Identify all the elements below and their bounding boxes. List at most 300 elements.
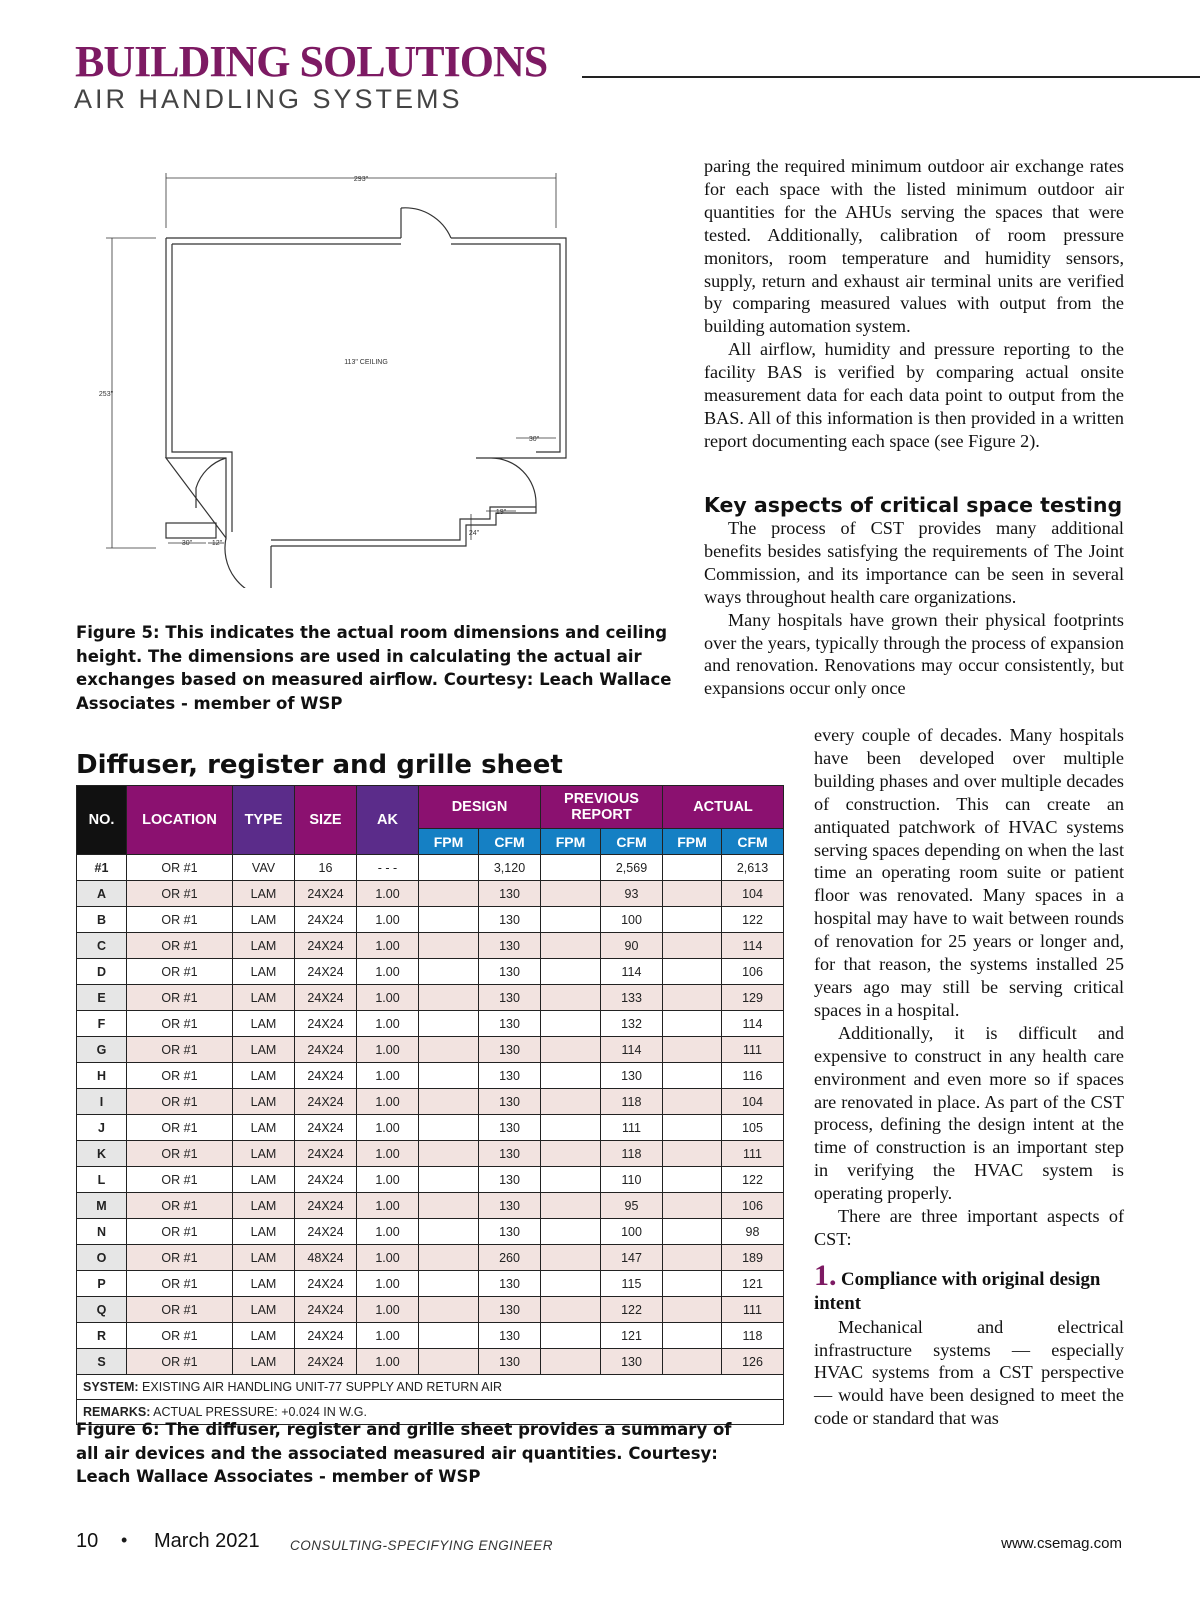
cell-design-fpm [419, 1349, 479, 1375]
cell-size: 24X24 [295, 1219, 357, 1245]
cell-prev-fpm [541, 1245, 601, 1271]
table-row [77, 1089, 784, 1115]
cell-type: LAM [233, 1063, 295, 1089]
cell-design-cfm: 3,120 [479, 855, 541, 881]
cell-prev-cfm: 93 [601, 881, 663, 907]
cell-actual-cfm: 104 [722, 881, 784, 907]
dim-24-label: 24" [468, 530, 480, 537]
table-row [77, 933, 784, 959]
cell-no: K [77, 1141, 127, 1167]
cell-prev-fpm [541, 1297, 601, 1323]
table-row [77, 855, 784, 881]
cell-prev-cfm: 100 [601, 1219, 663, 1245]
cell-prev-cfm: 110 [601, 1167, 663, 1193]
cell-ak: 1.00 [357, 1245, 419, 1271]
cell-no: B [77, 907, 127, 933]
col-header-ak: AK [357, 786, 419, 855]
cell-prev-cfm: 133 [601, 985, 663, 1011]
room-wall-outline [166, 238, 566, 546]
cell-actual-cfm: 106 [722, 959, 784, 985]
cell-no: D [77, 959, 127, 985]
cell-design-cfm: 130 [479, 907, 541, 933]
paragraph: Mechanical and electrical infrastructure systems — especially HVAC systems from a CST perspective — would have been designed to meet the code or standard that was [814, 1316, 1124, 1429]
cell-location: OR #1 [127, 907, 233, 933]
col-header-actual: ACTUAL [663, 786, 784, 829]
cell-size: 24X24 [295, 1323, 357, 1349]
cell-design-cfm: 260 [479, 1245, 541, 1271]
cell-actual-fpm [663, 1115, 722, 1141]
cell-actual-fpm [663, 1349, 722, 1375]
cell-location: OR #1 [127, 1349, 233, 1375]
article-column-middle [704, 517, 1124, 700]
cell-design-cfm: 130 [479, 1219, 541, 1245]
section-heading: Key aspects of critical space testing [704, 493, 1123, 517]
dim-30-right-label: 30" [528, 436, 540, 443]
cell-actual-cfm: 122 [722, 1167, 784, 1193]
cell-prev-fpm [541, 1193, 601, 1219]
dim-30-left-label: 30" [181, 540, 193, 547]
cell-ak: 1.00 [357, 907, 419, 933]
cell-size: 24X24 [295, 1167, 357, 1193]
col-header-design-fpm: FPM [419, 829, 479, 855]
door-bottom [225, 538, 271, 588]
cell-actual-fpm [663, 1011, 722, 1037]
cell-location: OR #1 [127, 1193, 233, 1219]
paragraph: paring the required minimum outdoor air exchange rates for each space with the listed minimum outdoor air quantities for the AHUs serving the spaces that were tested. Additionally, calibration of room pressure monitors, room temperature and humidity sensors, supply, return and exhaust air terminal units are verified by comparing measured values with output from the building automation system. [704, 156, 1124, 337]
cell-size: 24X24 [295, 1011, 357, 1037]
cell-design-fpm [419, 1089, 479, 1115]
cell-type: LAM [233, 1167, 295, 1193]
cell-location: OR #1 [127, 1115, 233, 1141]
cell-ak: 1.00 [357, 1271, 419, 1297]
cell-design-cfm: 130 [479, 1141, 541, 1167]
cell-design-fpm [419, 959, 479, 985]
cell-actual-fpm [663, 1297, 722, 1323]
cell-actual-fpm [663, 1193, 722, 1219]
cell-ak: 1.00 [357, 1167, 419, 1193]
cell-no: I [77, 1089, 127, 1115]
cell-actual-cfm: 118 [722, 1323, 784, 1349]
cell-actual-fpm [663, 1063, 722, 1089]
cell-design-cfm: 130 [479, 1323, 541, 1349]
cell-prev-fpm [541, 1011, 601, 1037]
cell-prev-fpm [541, 1167, 601, 1193]
cell-actual-fpm [663, 1167, 722, 1193]
cell-type: LAM [233, 1219, 295, 1245]
cell-location: OR #1 [127, 1011, 233, 1037]
cell-ak: 1.00 [357, 1063, 419, 1089]
figure-5-caption: Figure 5: This indicates the actual room dimensions and ceiling height. The dimensions are used in calculating the actual air exchanges based on measured airflow. Courtesy: Leach Wallace Associates - member of WSP [76, 623, 672, 713]
col-header-design: DESIGN [419, 786, 541, 829]
col-header-no: NO. [77, 786, 127, 855]
cell-size: 24X24 [295, 881, 357, 907]
cell-no: L [77, 1167, 127, 1193]
cell-ak: 1.00 [357, 1349, 419, 1375]
cell-location: OR #1 [127, 933, 233, 959]
cell-type: LAM [233, 1115, 295, 1141]
cell-design-cfm: 130 [479, 1297, 541, 1323]
cell-design-fpm [419, 1115, 479, 1141]
cell-design-fpm [419, 1141, 479, 1167]
cell-actual-fpm [663, 1271, 722, 1297]
cell-no: A [77, 881, 127, 907]
cell-prev-fpm [541, 1141, 601, 1167]
cell-actual-fpm [663, 985, 722, 1011]
cell-prev-fpm [541, 1089, 601, 1115]
cell-size: 24X24 [295, 1063, 357, 1089]
table-title: Diffuser, register and grille sheet [76, 750, 563, 780]
cell-design-fpm [419, 855, 479, 881]
figure-6-caption: Figure 6: The diffuser, register and grille sheet provides a summary of all air devices and the associated measured air quantities. Courtesy: Leach Wallace Associates - member of WSP [76, 1420, 732, 1486]
cell-size: 24X24 [295, 933, 357, 959]
table-row [77, 1297, 784, 1323]
footer-bullet: • [121, 1530, 128, 1550]
cell-no: Q [77, 1297, 127, 1323]
cell-actual-cfm: 129 [722, 985, 784, 1011]
cell-design-fpm [419, 881, 479, 907]
table-row [77, 1037, 784, 1063]
section-subtitle: AIR HANDLING SYSTEMS [74, 84, 463, 114]
cell-actual-cfm: 116 [722, 1063, 784, 1089]
cell-design-fpm [419, 1219, 479, 1245]
publication-name: CONSULTING-SPECIFYING ENGINEER [290, 1538, 554, 1553]
cell-no: H [77, 1063, 127, 1089]
cell-design-fpm [419, 907, 479, 933]
cell-design-cfm: 130 [479, 959, 541, 985]
door-right [476, 458, 536, 503]
cell-ak: 1.00 [357, 933, 419, 959]
cell-design-cfm: 130 [479, 985, 541, 1011]
cell-ak: 1.00 [357, 1323, 419, 1349]
col-header-location: LOCATION [127, 786, 233, 855]
col-header-prev-fpm: FPM [541, 829, 601, 855]
cell-ak: 1.00 [357, 881, 419, 907]
table-row [77, 1115, 784, 1141]
cell-prev-fpm [541, 1037, 601, 1063]
cell-type: LAM [233, 1297, 295, 1323]
cell-no: #1 [77, 855, 127, 881]
cell-no: R [77, 1323, 127, 1349]
cell-type: LAM [233, 959, 295, 985]
cell-location: OR #1 [127, 1323, 233, 1349]
table-row [77, 1011, 784, 1037]
paragraph: every couple of decades. Many hospitals have been developed over multiple building phases and over multiple decades of construction. This can create an antiquated patchwork of HVAC systems serving spaces depending on when the last time an operating room suite or patient floor was renovated. Many spaces in a hospital may have to wait between rounds of renovation for 25 years or longer and, for that reason, the systems installed 25 years ago may still be serving critical spaces in a hospital. [814, 725, 1124, 1020]
subheading [814, 1258, 1124, 1316]
section-title: BUILDING SOLUTIONS [75, 37, 548, 86]
cell-prev-fpm [541, 1219, 601, 1245]
cell-prev-cfm: 90 [601, 933, 663, 959]
dim-width-label: 293" [353, 176, 369, 183]
cell-prev-cfm: 130 [601, 1349, 663, 1375]
cell-ak: 1.00 [357, 1037, 419, 1063]
cell-actual-fpm [663, 1323, 722, 1349]
cell-ak: 1.00 [357, 1089, 419, 1115]
cell-design-fpm [419, 985, 479, 1011]
cell-ak: 1.00 [357, 1011, 419, 1037]
cell-size: 24X24 [295, 1271, 357, 1297]
table-row [77, 1193, 784, 1219]
cell-prev-cfm: 115 [601, 1271, 663, 1297]
cell-actual-fpm [663, 855, 722, 881]
cell-actual-cfm: 122 [722, 907, 784, 933]
cell-design-cfm: 130 [479, 1193, 541, 1219]
cell-actual-fpm [663, 933, 722, 959]
cell-size: 24X24 [295, 1349, 357, 1375]
paragraph: There are three important aspects of CST: [814, 1206, 1124, 1249]
cell-no: F [77, 1011, 127, 1037]
cell-actual-fpm [663, 1037, 722, 1063]
cell-design-fpm [419, 1297, 479, 1323]
cell-location: OR #1 [127, 959, 233, 985]
col-header-actual-cfm: CFM [722, 829, 784, 855]
cell-prev-fpm [541, 1271, 601, 1297]
cell-actual-fpm [663, 1245, 722, 1271]
cell-no: E [77, 985, 127, 1011]
cell-type: LAM [233, 1349, 295, 1375]
cell-design-fpm [419, 1271, 479, 1297]
cell-actual-cfm: 105 [722, 1115, 784, 1141]
cell-actual-cfm: 2,613 [722, 855, 784, 881]
cell-size: 24X24 [295, 1297, 357, 1323]
cell-type: LAM [233, 1271, 295, 1297]
room-wall-inner [172, 244, 560, 540]
cell-actual-cfm: 121 [722, 1271, 784, 1297]
cell-size: 16 [295, 855, 357, 881]
cell-size: 24X24 [295, 1037, 357, 1063]
cell-type: LAM [233, 1193, 295, 1219]
cell-no: O [77, 1245, 127, 1271]
cell-prev-cfm: 118 [601, 1089, 663, 1115]
subheading-number: 1. [814, 1258, 837, 1292]
table-row [77, 1219, 784, 1245]
cell-design-fpm [419, 1063, 479, 1089]
cell-size: 24X24 [295, 1115, 357, 1141]
cell-design-fpm [419, 1323, 479, 1349]
cell-prev-cfm: 114 [601, 959, 663, 985]
door-top [401, 208, 451, 238]
cell-design-fpm [419, 1167, 479, 1193]
cell-actual-cfm: 189 [722, 1245, 784, 1271]
table-row [77, 1245, 784, 1271]
table-row [77, 1349, 784, 1375]
cell-location: OR #1 [127, 1089, 233, 1115]
cell-ak: 1.00 [357, 1219, 419, 1245]
header-rule [582, 76, 1200, 78]
table-row [77, 1141, 784, 1167]
cell-actual-fpm [663, 881, 722, 907]
cell-prev-fpm [541, 907, 601, 933]
cell-prev-cfm: 100 [601, 907, 663, 933]
col-header-prev-cfm: CFM [601, 829, 663, 855]
cell-prev-fpm [541, 1323, 601, 1349]
system-value: EXISTING AIR HANDLING UNIT-77 SUPPLY AND RETURN AIR [142, 1380, 503, 1394]
cell-prev-cfm: 132 [601, 1011, 663, 1037]
cell-design-fpm [419, 1193, 479, 1219]
cell-ak: 1.00 [357, 1115, 419, 1141]
cell-size: 24X24 [295, 959, 357, 985]
paragraph: Additionally, it is difficult and expensive to construct in any health care environment and even more so if spaces are renovated in place. As part of the CST process, defining the design intent at the time of construction is an important step in verifying the HVAC system is operating properly. [814, 1022, 1124, 1204]
cell-design-cfm: 130 [479, 1271, 541, 1297]
cell-prev-cfm: 130 [601, 1063, 663, 1089]
article-column-top [704, 155, 1124, 453]
cell-location: OR #1 [127, 1167, 233, 1193]
cell-design-cfm: 130 [479, 1115, 541, 1141]
cell-type: VAV [233, 855, 295, 881]
cell-design-cfm: 130 [479, 881, 541, 907]
cell-actual-cfm: 111 [722, 1037, 784, 1063]
col-header-size: SIZE [295, 786, 357, 855]
cell-no: J [77, 1115, 127, 1141]
cell-ak: 1.00 [357, 959, 419, 985]
cell-ak: 1.00 [357, 1141, 419, 1167]
cell-design-cfm: 130 [479, 1011, 541, 1037]
cell-location: OR #1 [127, 881, 233, 907]
cell-actual-fpm [663, 1089, 722, 1115]
cell-actual-cfm: 111 [722, 1297, 784, 1323]
cell-prev-fpm [541, 985, 601, 1011]
dim-19-label: 19" [495, 509, 507, 516]
diffuser-register-grille-table [76, 785, 784, 1425]
cell-type: LAM [233, 1011, 295, 1037]
table-row [77, 959, 784, 985]
remarks-label: REMARKS: [83, 1405, 151, 1419]
table-row [77, 985, 784, 1011]
cell-size: 24X24 [295, 1141, 357, 1167]
cell-type: LAM [233, 1089, 295, 1115]
paragraph: Many hospitals have grown their physical footprints over the years, typically through the process of expansion and renovation. Renovations may occur consistently, but expansions occur only once [704, 609, 1124, 699]
cell-size: 24X24 [295, 907, 357, 933]
floor-plan-drawing [76, 168, 636, 588]
cell-prev-fpm [541, 1063, 601, 1089]
cell-no: P [77, 1271, 127, 1297]
cell-location: OR #1 [127, 1141, 233, 1167]
cell-prev-fpm [541, 1115, 601, 1141]
cell-design-fpm [419, 1245, 479, 1271]
cell-design-cfm: 130 [479, 1349, 541, 1375]
cell-design-cfm: 130 [479, 1089, 541, 1115]
table-row [77, 1271, 784, 1297]
page-number: 10 [76, 1530, 99, 1552]
table-row [77, 1167, 784, 1193]
cell-design-fpm [419, 1011, 479, 1037]
cell-prev-fpm [541, 881, 601, 907]
cell-no: S [77, 1349, 127, 1375]
cell-prev-fpm [541, 959, 601, 985]
table-row [77, 881, 784, 907]
cell-actual-cfm: 114 [722, 1011, 784, 1037]
cell-design-fpm [419, 1037, 479, 1063]
cell-type: LAM [233, 1141, 295, 1167]
dim-height-label: 253" [98, 391, 114, 398]
cell-no: M [77, 1193, 127, 1219]
cell-type: LAM [233, 907, 295, 933]
ceiling-label: 113" CEILING [344, 359, 388, 366]
cell-ak: 1.00 [357, 1193, 419, 1219]
col-header-type: TYPE [233, 786, 295, 855]
cell-no: N [77, 1219, 127, 1245]
cell-design-cfm: 130 [479, 1167, 541, 1193]
cell-ak: 1.00 [357, 1297, 419, 1323]
paragraph: The process of CST provides many additional benefits besides satisfying the requirements of The Joint Commission, and its importance can be seen in several ways throughout health care organizations. [704, 518, 1124, 607]
cell-location: OR #1 [127, 1297, 233, 1323]
cell-location: OR #1 [127, 1245, 233, 1271]
cell-location: OR #1 [127, 1271, 233, 1297]
cell-type: LAM [233, 1245, 295, 1271]
col-header-design-cfm: CFM [479, 829, 541, 855]
col-header-actual-fpm: FPM [663, 829, 722, 855]
cell-type: LAM [233, 933, 295, 959]
cell-type: LAM [233, 881, 295, 907]
cell-design-cfm: 130 [479, 1037, 541, 1063]
cell-prev-fpm [541, 1349, 601, 1375]
cell-size: 48X24 [295, 1245, 357, 1271]
cell-size: 24X24 [295, 985, 357, 1011]
cell-design-fpm [419, 933, 479, 959]
cell-actual-fpm [663, 907, 722, 933]
cell-ak: 1.00 [357, 985, 419, 1011]
cell-prev-fpm [541, 933, 601, 959]
subheading-text: Compliance with original design intent [814, 1268, 1101, 1314]
cell-design-cfm: 130 [479, 1063, 541, 1089]
cell-actual-cfm: 126 [722, 1349, 784, 1375]
cell-location: OR #1 [127, 985, 233, 1011]
cell-actual-fpm [663, 959, 722, 985]
cell-prev-cfm: 118 [601, 1141, 663, 1167]
cell-prev-cfm: 122 [601, 1297, 663, 1323]
cell-actual-fpm [663, 1141, 722, 1167]
website-link[interactable]: www.csemag.com [1001, 1535, 1122, 1552]
cell-actual-cfm: 106 [722, 1193, 784, 1219]
paragraph: All airflow, humidity and pressure reporting to the facility BAS is verified by comparing actual onsite measurement data for each data point to output from the BAS. All of this information is then provided in a written report documenting each space (see Figure 2). [704, 339, 1124, 451]
cell-type: LAM [233, 1037, 295, 1063]
cell-actual-fpm [663, 1219, 722, 1245]
cell-type: LAM [233, 1323, 295, 1349]
cell-prev-cfm: 111 [601, 1115, 663, 1141]
cell-actual-cfm: 104 [722, 1089, 784, 1115]
cell-location: OR #1 [127, 1063, 233, 1089]
cell-size: 24X24 [295, 1089, 357, 1115]
cell-prev-cfm: 95 [601, 1193, 663, 1219]
dim-12-label: 12" [211, 540, 223, 547]
cell-prev-cfm: 147 [601, 1245, 663, 1271]
cell-no: G [77, 1037, 127, 1063]
cell-prev-cfm: 114 [601, 1037, 663, 1063]
remarks-value: ACTUAL PRESSURE: +0.024 IN W.G. [153, 1405, 367, 1419]
article-column-narrow [814, 724, 1124, 1430]
col-header-previous-report: PREVIOUS REPORT [541, 786, 663, 829]
alcove [166, 523, 216, 538]
cell-actual-cfm: 111 [722, 1141, 784, 1167]
cell-size: 24X24 [295, 1193, 357, 1219]
cell-location: OR #1 [127, 1037, 233, 1063]
issue-date: March 2021 [154, 1530, 260, 1552]
cell-prev-cfm: 2,569 [601, 855, 663, 881]
system-row [77, 1375, 784, 1400]
table-row [77, 1323, 784, 1349]
cell-location: OR #1 [127, 1219, 233, 1245]
cell-type: LAM [233, 985, 295, 1011]
cell-no: C [77, 933, 127, 959]
cell-location: OR #1 [127, 855, 233, 881]
system-label: SYSTEM: [83, 1380, 139, 1394]
door-left [196, 458, 226, 508]
cell-ak: - - - [357, 855, 419, 881]
table-row [77, 1063, 784, 1089]
cell-prev-fpm [541, 855, 601, 881]
cell-actual-cfm: 98 [722, 1219, 784, 1245]
cell-prev-cfm: 121 [601, 1323, 663, 1349]
cell-actual-cfm: 114 [722, 933, 784, 959]
